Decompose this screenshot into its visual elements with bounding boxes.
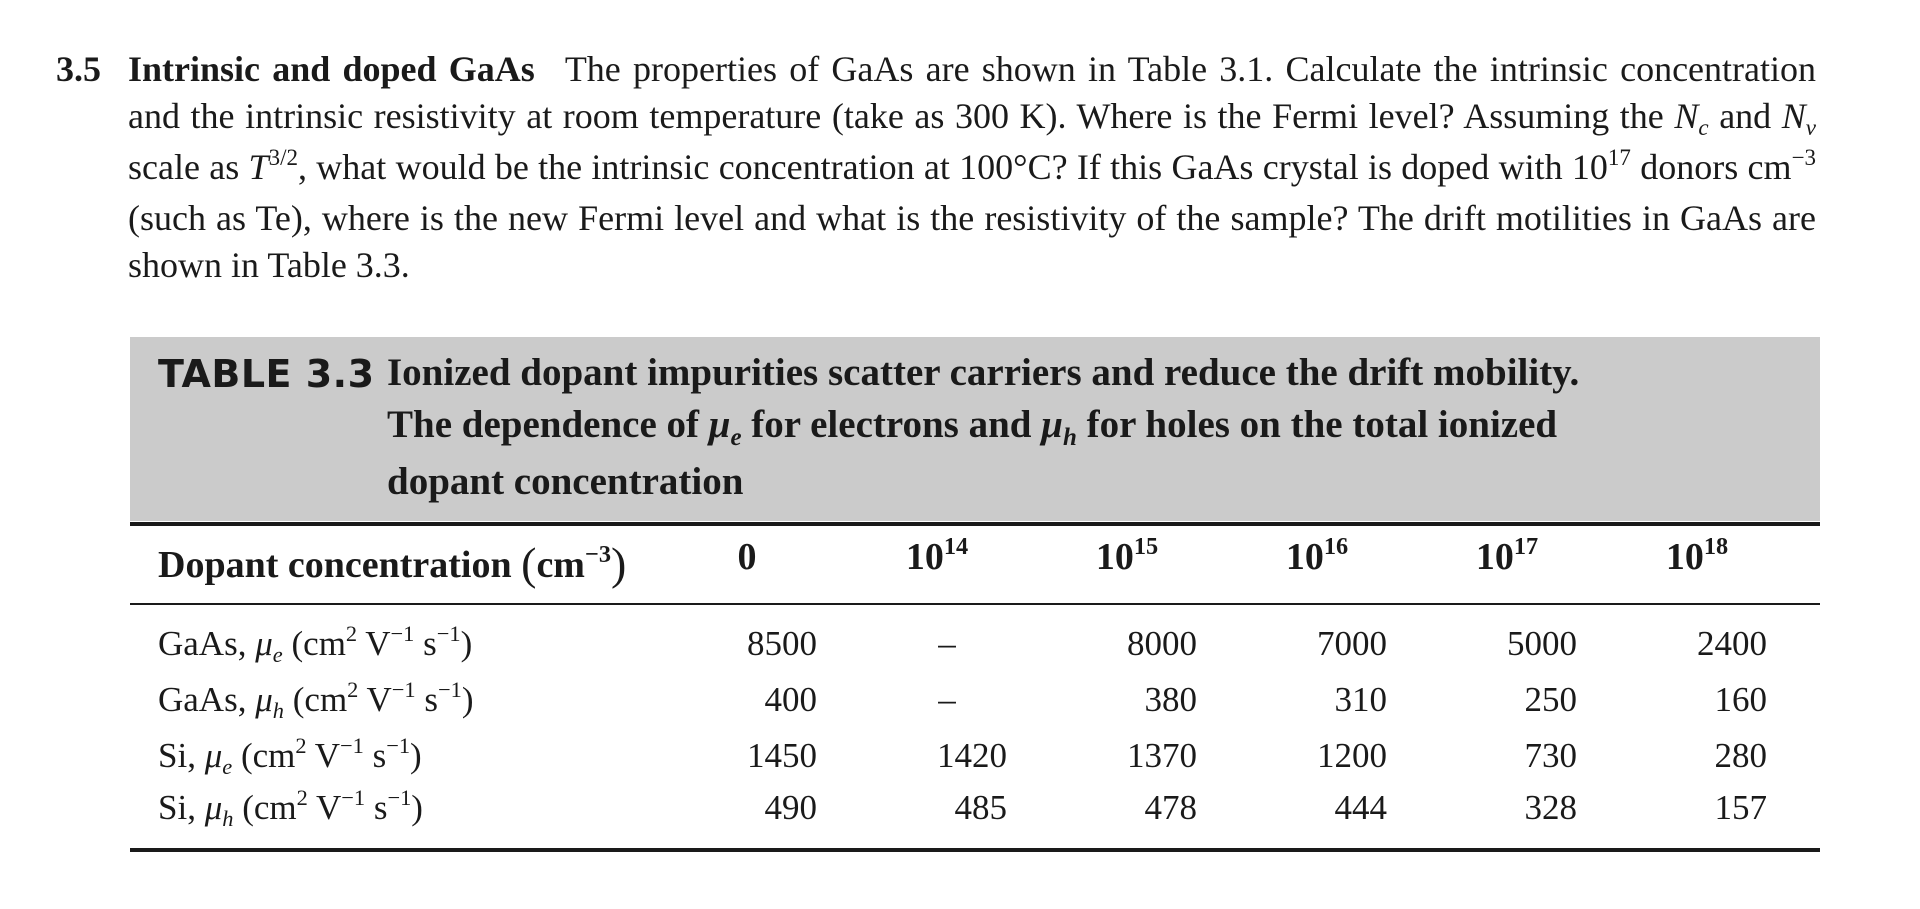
table-row	[130, 785, 1820, 840]
table-row	[130, 621, 1820, 676]
table-cell: 1200	[1317, 736, 1387, 775]
temperature-exponent: 3/2	[268, 143, 298, 170]
row-label: Si, $\mu_h$ ($cm^2$ $V^{-1}$ $s^{-1}$)	[158, 785, 423, 832]
table-cell: 730	[1524, 736, 1577, 775]
table-header-rule	[130, 603, 1820, 605]
problem-number: 3.5	[56, 49, 101, 89]
table-cell: 1370	[1127, 736, 1197, 775]
doping-base: 10	[1571, 147, 1608, 187]
table-top-rule	[130, 522, 1820, 526]
table-cell: 250	[1524, 680, 1577, 719]
table-cell: 485	[954, 788, 1007, 827]
table-row	[130, 677, 1820, 732]
table-cell: 280	[1714, 736, 1767, 775]
table-label: TABLE 3.3	[158, 352, 375, 396]
problem-title: Intrinsic and doped GaAs	[128, 49, 535, 89]
problem-text: The properties of GaAs are shown in Table 3.1. Calculate the intrinsic concentration and the intrinsic resistivity at room temperature (take as 300 K). Where is the Fermi level? Assuming the	[128, 49, 1817, 136]
header-column-3: $10^{16}$	[1285, 532, 1349, 578]
row-label: GaAs, $\mu_h$ ($cm^2$ $V^{-1}$ $s^{-1}$)	[158, 677, 474, 724]
table-cell: 444	[1334, 788, 1387, 827]
table-cell: 157	[1714, 788, 1767, 827]
table-caption-box	[130, 337, 1820, 521]
problem-3-5	[56, 46, 1816, 289]
doping-exponent: 17	[1607, 143, 1631, 170]
header-column-2: $10^{15}$	[1095, 532, 1159, 578]
header-dopant-concentration: Dopant concentration $(cm^{-3})$	[158, 538, 627, 589]
table-cell: 8000	[1127, 624, 1197, 663]
table-cell: 7000	[1317, 624, 1387, 663]
table-cell: –	[938, 680, 956, 719]
table-cell: 8500	[747, 624, 817, 663]
header-column-0: 0	[737, 536, 757, 578]
table-cell: 1450	[747, 736, 817, 775]
table-cell: 310	[1334, 680, 1387, 719]
row-label: GaAs, $\mu_e$ ($cm^2$ $V^{-1}$ $s^{-1}$)	[158, 621, 473, 668]
header-column-4: $10^{17}$	[1475, 532, 1539, 578]
problem-body: Intrinsic and doped GaAs The properties of GaAs are shown in Table 3.1. Calculate the intrinsic concentration and the intrinsic resistivity at room temperature (take as 300 K). Where is the Fermi level? Assuming the $N_c$ and $N_v$ scale as $T^{3/2}$, what would be the intrinsic concentration at 100°C? If this GaAs crystal is doped with $10^{17}$ donors $cm^{-3}$ (such as Te), where is the new Fermi level and what is the resistivity of the sample? The drift motilities in GaAs are shown in Table 3.3.	[128, 49, 1817, 285]
table-cell: 1420	[937, 736, 1007, 775]
temperature-symbol: T	[248, 147, 269, 187]
nc-symbol: $N_c$	[1674, 96, 1709, 141]
header-column-5: $10^{18}$	[1665, 532, 1729, 578]
table-cell: 2400	[1697, 624, 1767, 663]
table-cell: 380	[1144, 680, 1197, 719]
table-row	[130, 733, 1820, 788]
table-cell: 328	[1524, 788, 1577, 827]
table-caption: Ionized dopant impurities scatter carriers and reduce the drift mobility. The dependence of $\mu_e$ for electrons and $\mu_h$ for holes on the total ionized dopant concentration	[387, 351, 1580, 503]
table-bottom-rule	[130, 848, 1820, 852]
table-cell: –	[938, 624, 956, 663]
table-cell: 490	[764, 788, 817, 827]
header-column-1: $10^{14}$	[905, 532, 969, 578]
table-cell: 400	[764, 680, 817, 719]
row-label: Si, $\mu_e$ ($cm^2$ $V^{-1}$ $s^{-1}$)	[158, 733, 422, 780]
table-cell: 5000	[1507, 624, 1577, 663]
nv-symbol: $N_v$	[1781, 96, 1816, 141]
table-cell: 160	[1714, 680, 1767, 719]
table-cell: 478	[1144, 788, 1197, 827]
